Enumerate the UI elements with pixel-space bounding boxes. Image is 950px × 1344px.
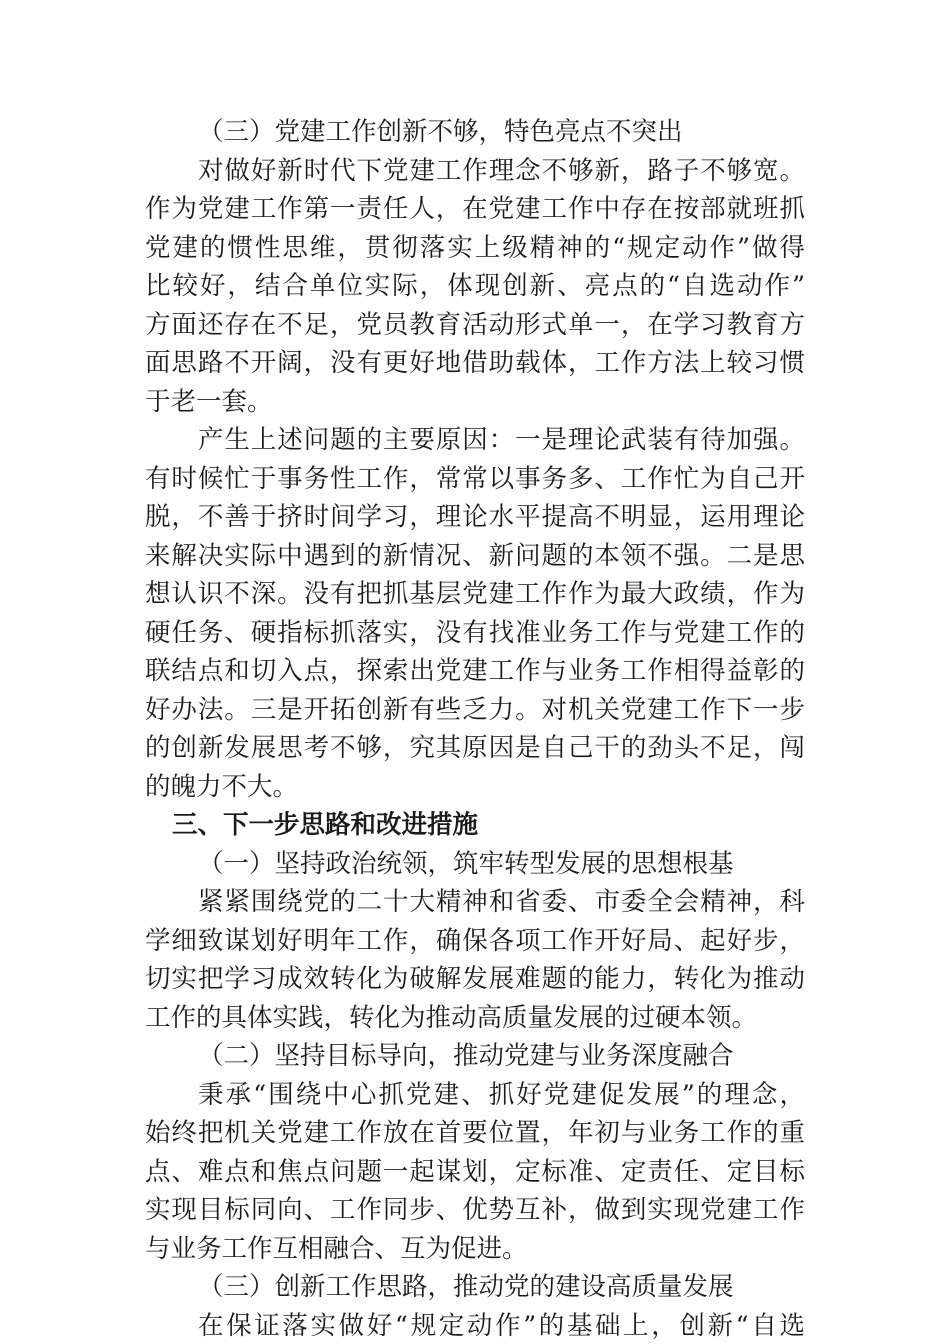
paragraph-line: 作为党建工作第一责任人，在党建工作中存在按部就班抓 xyxy=(145,194,805,224)
paragraph-line: 方面还存在不足，党员教育活动形式单一，在学习教育方 xyxy=(145,309,805,340)
subheading-1: （一）坚持政治统领，筑牢转型发展的思想根基 xyxy=(198,848,734,879)
subheading-3b: （三）创新工作思路，推动党的建设高质量发展 xyxy=(198,1272,734,1302)
paragraph-line: 的魄力不大。 xyxy=(145,771,299,802)
paragraph-line: 有时候忙于事务性工作，常常以事务多、工作忙为自己开 xyxy=(145,463,805,494)
paragraph-line: 始终把机关党建工作放在首要位置，年初与业务工作的重 xyxy=(145,1118,805,1148)
paragraph-line: 党建的惯性思维，贯彻落实上级精神的“规定动作”做得 xyxy=(145,232,805,263)
paragraph-line: 对做好新时代下党建工作理念不够新，路子不够宽。 xyxy=(198,155,805,186)
paragraph-line: 实现目标同向、工作同步、优势互补，做到实现党建工作 xyxy=(145,1195,805,1225)
paragraph-line: 产生上述问题的主要原因：一是理论武装有待加强。 xyxy=(198,425,805,455)
paragraph-line: 学细致谋划好明年工作，确保各项工作开好局、起好步， xyxy=(145,925,805,956)
paragraph-line: 硬任务、硬指标抓落实，没有找准业务工作与党建工作的 xyxy=(145,617,805,648)
subheading-2: （二）坚持目标导向，推动党建与业务深度融合 xyxy=(198,1041,734,1071)
paragraph-line: 想认识不深。没有把抓基层党建工作作为最大政绩，作为 xyxy=(145,579,805,609)
paragraph-line: 在保证落实做好“规定动作”的基础上，创新“自选 xyxy=(198,1310,805,1341)
paragraph-line: 紧紧围绕党的二十大精神和省委、市委全会精神，科 xyxy=(198,887,805,917)
paragraph-line: 工作的具体实践，转化为推动高质量发展的过硬本领。 xyxy=(145,1002,758,1033)
section-heading: 三、下一步思路和改进措施 xyxy=(172,810,479,840)
paragraph-line: 的创新发展思考不够，究其原因是自己干的劲头不足，闯 xyxy=(145,733,805,763)
paragraph-line: 脱，不善于挤时间学习，理论水平提高不明显，运用理论 xyxy=(145,502,805,532)
paragraph-line: 切实把学习成效转化为破解发展难题的能力，转化为推动 xyxy=(145,964,805,994)
paragraph-line: 面思路不开阔，没有更好地借助载体，工作方法上较习惯 xyxy=(145,348,805,378)
paragraph-line: 好办法。三是开拓创新有些乏力。对机关党建工作下一步 xyxy=(145,694,805,725)
paragraph-line: 来解决实际中遇到的新情况、新问题的本领不强。二是思 xyxy=(145,540,805,571)
paragraph-line: 与业务工作互相融合、互为促进。 xyxy=(145,1233,528,1264)
subheading-3: （三）党建工作创新不够，特色亮点不突出 xyxy=(198,117,683,147)
paragraph-line: 点、难点和焦点问题一起谋划，定标准、定责任、定目标 xyxy=(145,1156,805,1187)
paragraph-line: 比较好，结合单位实际，体现创新、亮点的“自选动作” xyxy=(145,271,805,301)
paragraph-line: 联结点和切入点，探索出党建工作与业务工作相得益彰的 xyxy=(145,656,805,686)
paragraph-line: 于老一套。 xyxy=(145,386,273,417)
paragraph-line: 秉承“围绕中心抓党建、抓好党建促发展”的理念， xyxy=(198,1079,805,1110)
